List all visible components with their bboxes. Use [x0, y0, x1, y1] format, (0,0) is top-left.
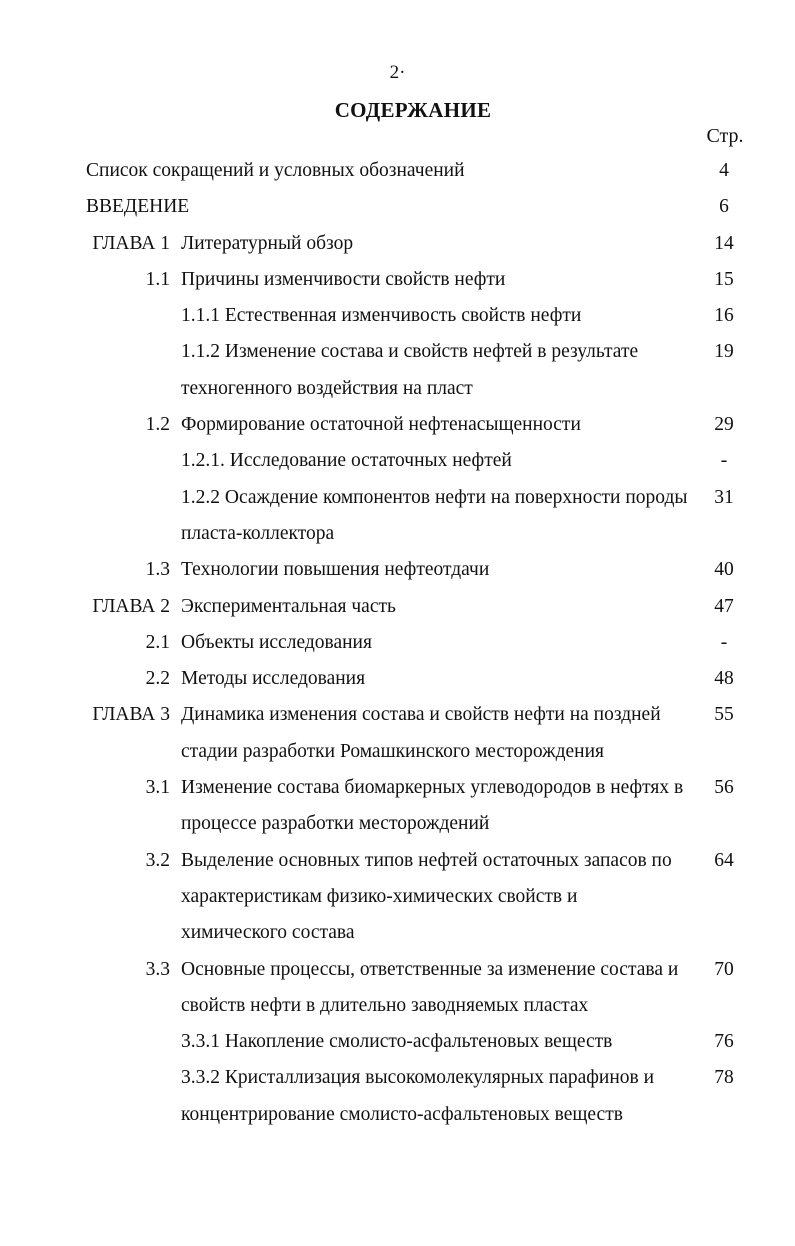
- toc-entry-line: [0, 1097, 795, 1133]
- toc-entry-line: [0, 625, 795, 661]
- toc-entry: [0, 262, 795, 298]
- toc-entry: [0, 843, 795, 952]
- toc-entry-page: 48: [714, 668, 734, 690]
- toc-entry-line: [0, 371, 795, 407]
- toc-entry-page: -: [720, 450, 728, 472]
- toc-entry: [0, 697, 795, 770]
- toc-entry-line: [0, 915, 795, 951]
- toc-entry-line: [0, 334, 795, 370]
- toc-entry-line: [0, 1060, 795, 1096]
- toc-entry-line: [0, 189, 795, 225]
- toc-entry-page: 55: [714, 704, 734, 726]
- toc-entry-page: 31: [714, 486, 734, 508]
- toc-entry-line: [0, 153, 795, 189]
- toc-entry: [0, 589, 795, 625]
- table-of-contents: [0, 153, 795, 1133]
- toc-entry-line: [0, 407, 795, 443]
- toc-entry-number: 1.1: [145, 268, 170, 290]
- toc-entry-title: 1.1.1 Естественная изменчивость свойств нефти: [181, 305, 582, 327]
- page-column-header: Стр.: [706, 125, 744, 147]
- toc-entry-line: [0, 480, 795, 516]
- toc-entry-line: [0, 226, 795, 262]
- toc-entry-title: Экспериментальная часть: [181, 595, 396, 617]
- toc-entry-line: [0, 952, 795, 988]
- toc-entry-title: Формирование остаточной нефтенасыщенности: [181, 414, 581, 436]
- toc-entry-page: 19: [714, 341, 734, 363]
- toc-entry-line: [0, 697, 795, 733]
- toc-entry-page: 14: [714, 232, 734, 254]
- toc-entry-title: 3.3.1 Накопление смолисто-асфальтеновых веществ: [181, 1031, 613, 1053]
- toc-entry-page: 16: [714, 305, 734, 327]
- toc-entry: [0, 443, 795, 479]
- toc-entry-page: 4: [719, 160, 729, 181]
- toc-entry-page: 56: [714, 777, 734, 799]
- toc-entry-title: Причины изменчивости свойств нефти: [181, 268, 506, 290]
- toc-entry-line: [0, 806, 795, 842]
- toc-entry-line: [0, 879, 795, 915]
- toc-entry-title: техногенного воздействия на пласт: [181, 377, 473, 399]
- toc-entry-line: [0, 988, 795, 1024]
- toc-entry-title: Выделение основных типов нефтей остаточных запасов по: [181, 849, 672, 871]
- toc-entry: [0, 189, 795, 225]
- toc-entry-title: 1.2.2 Осаждение компонентов нефти на поверхности породы: [181, 486, 688, 508]
- toc-entry-title: Динамика изменения состава и свойств нефти на поздней: [181, 704, 661, 726]
- toc-entry-title: химического состава: [181, 922, 355, 944]
- toc-entry: [0, 552, 795, 588]
- toc-entry-line: [0, 262, 795, 298]
- toc-entry-page: 64: [714, 849, 734, 871]
- toc-entry-number: 1.3: [145, 559, 170, 581]
- toc-entry-page: 40: [714, 559, 734, 581]
- page-title: СОДЕРЖАНИЕ: [334, 98, 492, 122]
- toc-entry: [0, 770, 795, 843]
- toc-entry-page: 70: [714, 958, 734, 980]
- toc-entry-title: характеристикам физико-химических свойств и: [181, 885, 578, 907]
- toc-entry-number: 1.2: [145, 414, 170, 436]
- toc-entry: [0, 298, 795, 334]
- toc-entry-title: Литературный обзор: [181, 232, 354, 254]
- toc-entry: [0, 1024, 795, 1060]
- toc-entry: [0, 625, 795, 661]
- toc-entry: [0, 1060, 795, 1133]
- toc-entry: [0, 480, 795, 553]
- toc-entry-title: 1.2.1. Исследование остаточных нефтей: [181, 450, 512, 472]
- toc-entry: [0, 153, 795, 189]
- toc-entry-number: 3.1: [145, 777, 170, 799]
- toc-entry-page: 6: [719, 196, 729, 218]
- toc-entry: [0, 407, 795, 443]
- toc-entry-title: Методы исследования: [181, 668, 366, 690]
- page-number: 2·: [389, 62, 406, 83]
- toc-entry-title: Основные процессы, ответственные за изменение состава и: [181, 958, 679, 980]
- toc-entry: [0, 226, 795, 262]
- toc-entry-title: Объекты исследования: [181, 631, 372, 653]
- toc-entry-title: 1.1.2 Изменение состава и свойств нефтей в результате: [181, 341, 639, 363]
- toc-entry-title: процессе разработки месторождений: [181, 813, 490, 835]
- toc-entry-number: ГЛАВА 1: [92, 232, 170, 254]
- toc-entry-number: 3.3: [145, 958, 170, 980]
- toc-entry-title: 3.3.2 Кристаллизация высокомолекулярных парафинов и: [181, 1067, 655, 1089]
- toc-entry-line: [0, 770, 795, 806]
- toc-entry-title: Технологии повышения нефтеотдачи: [181, 559, 490, 581]
- toc-entry: [0, 661, 795, 697]
- toc-entry-line: [0, 1024, 795, 1060]
- toc-entry-number: ГЛАВА 2: [92, 595, 170, 617]
- toc-entry-page: 76: [714, 1031, 734, 1053]
- toc-entry-number: 3.2: [145, 849, 170, 871]
- toc-entry-number: ГЛАВА 3: [92, 704, 170, 726]
- toc-entry: [0, 334, 795, 407]
- toc-entry-title: Список сокращений и условных обозначений: [86, 160, 465, 181]
- toc-entry-page: 29: [714, 414, 734, 436]
- toc-entry-line: [0, 589, 795, 625]
- toc-entry-title: Изменение состава биомаркерных углеводородов в нефтях в: [181, 777, 684, 799]
- toc-entry-title: концентрирование смолисто-асфальтеновых веществ: [181, 1103, 623, 1125]
- toc-entry: [0, 952, 795, 1025]
- toc-entry-line: [0, 298, 795, 334]
- toc-entry-line: [0, 661, 795, 697]
- toc-entry-line: [0, 516, 795, 552]
- toc-entry-page: 47: [714, 595, 734, 617]
- toc-entry-number: 2.2: [145, 668, 170, 690]
- toc-entry-page: 15: [714, 268, 734, 290]
- toc-entry-title: ВВЕДЕНИЕ: [86, 196, 190, 218]
- toc-entry-title: стадии разработки Ромашкинского месторождения: [181, 740, 605, 762]
- toc-entry-title: пласта-коллектора: [181, 522, 335, 544]
- toc-entry-line: [0, 843, 795, 879]
- toc-entry-line: [0, 443, 795, 479]
- toc-entry-page: -: [720, 631, 728, 653]
- toc-entry-title: свойств нефти в длительно заводняемых пластах: [181, 994, 589, 1016]
- toc-entry-number: 2.1: [145, 631, 170, 653]
- toc-entry-line: [0, 552, 795, 588]
- toc-entry-page: 78: [714, 1067, 734, 1089]
- toc-entry-line: [0, 734, 795, 770]
